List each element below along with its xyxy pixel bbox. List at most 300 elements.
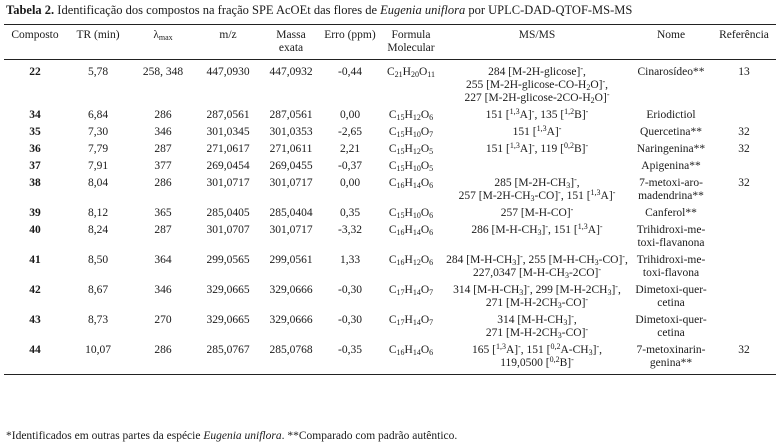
cell-massa-exata: 447,0932 <box>269 66 313 78</box>
cell-erro: -0,37 <box>338 160 362 172</box>
cell-nome <box>630 342 712 375</box>
text-segment: 0,2 <box>563 141 574 150</box>
cell-composto: 43 <box>29 314 41 326</box>
table-row <box>4 175 776 205</box>
cell-msms <box>444 205 630 222</box>
col-lambda-max: $\lambda_{max}$ <box>130 25 196 60</box>
text-segment: C <box>388 344 397 356</box>
text-segment: C <box>388 314 397 326</box>
cell-msms <box>444 312 630 342</box>
text-segment: C <box>388 160 397 172</box>
msms-line <box>446 126 628 139</box>
col-referencia: Referência <box>712 25 776 60</box>
text-segment: C <box>388 109 397 121</box>
cell-lambda-max: 346 <box>154 284 172 296</box>
text-segment: - <box>585 325 589 334</box>
cell-erro: 2,21 <box>339 143 361 155</box>
table-row <box>4 342 776 375</box>
cell-lambda-max: 346 <box>154 126 172 138</box>
col-composto: Composto <box>4 25 66 60</box>
nome-line: toxi-flavanona <box>637 237 705 249</box>
cell-mz: 285,0405 <box>206 207 250 219</box>
caption-text-end: por UPLC-DAD-QTOF-MS-MS <box>465 3 633 17</box>
table-row <box>4 60 776 108</box>
cell-mz: 269,0454 <box>206 160 250 172</box>
col-massa-exata: Massa exata <box>260 25 322 60</box>
msms-line <box>446 344 628 357</box>
text-segment: O] <box>594 92 607 104</box>
text-segment: 3 <box>512 258 517 267</box>
cell-massa-exata: 287,0561 <box>269 109 313 121</box>
text-segment: 1,2 <box>564 107 575 116</box>
text-segment: - <box>585 295 589 304</box>
cell-mz: 271,0617 <box>206 143 250 155</box>
msms-line <box>446 143 628 156</box>
text-segment: O <box>420 109 430 121</box>
msms-line <box>446 267 628 280</box>
text-segment: 16 <box>396 181 405 190</box>
text-segment: - <box>527 282 530 291</box>
text-segment: 3 <box>557 331 562 340</box>
text-segment: B] <box>559 357 572 369</box>
text-segment: , <box>576 177 580 189</box>
cell-lambda-max: 364 <box>154 254 172 266</box>
cell-lambda-max: 286 <box>154 177 172 189</box>
cell-massa-exata: 285,0768 <box>260 342 322 375</box>
cell-referencia <box>712 205 776 222</box>
cell-composto: 38 <box>29 177 41 189</box>
cell-erro: -0,44 <box>338 66 362 78</box>
text-segment: O <box>420 314 430 326</box>
cell-nome <box>630 175 712 205</box>
text-segment: H <box>402 66 411 78</box>
text-segment: O <box>418 66 428 78</box>
text-segment: C <box>388 284 397 296</box>
text-segment: 17 <box>396 288 405 297</box>
cell-massa-exata: 301,0717 <box>269 224 313 236</box>
cell-formula <box>378 175 444 205</box>
cell-erro: -0,35 <box>322 342 378 375</box>
cell-msms <box>444 141 630 158</box>
text-segment: 285 [M-2H-CH <box>494 177 567 189</box>
cell-msms <box>444 107 630 124</box>
text-segment: 3 <box>557 301 562 310</box>
cell-referencia <box>712 252 776 282</box>
text-segment: 12 <box>412 147 421 156</box>
text-segment: H <box>404 284 413 296</box>
col-mz: m/z <box>196 25 260 60</box>
text-segment: - <box>520 252 523 261</box>
nome-line: cetina <box>657 297 685 309</box>
text-segment: O <box>420 177 430 189</box>
col-tr: TR (min) <box>66 25 130 60</box>
text-segment: 3 <box>566 181 571 190</box>
msms-line <box>446 66 628 79</box>
cell-erro: -3,32 <box>338 224 362 236</box>
text-segment: - <box>598 265 602 274</box>
text-segment: - <box>596 342 600 351</box>
msms-line <box>446 190 628 203</box>
cell-massa-exata: 269,0455 <box>269 160 313 172</box>
text-segment: 314 [M-H-CH <box>453 284 520 296</box>
cell-mz: 301,0345 <box>206 126 250 138</box>
text-segment: 3 <box>594 258 599 267</box>
cell-composto: 34 <box>29 109 41 121</box>
text-segment: 20 <box>410 70 419 79</box>
cell-massa-exata: 301,0353 <box>269 126 313 138</box>
text-segment: ] <box>570 177 575 189</box>
caption-text: Identificação dos compostos na fração SPE AcOEt das flores de <box>54 3 381 17</box>
text-segment: - <box>558 124 562 133</box>
cell-referencia: 32 <box>738 177 750 189</box>
text-segment: 6 <box>429 181 434 190</box>
text-segment: B] <box>574 109 586 121</box>
cell-nome <box>630 222 712 252</box>
cell-lambda-max: 287 <box>154 143 172 155</box>
cell-tr: 8,24 <box>87 224 109 236</box>
text-segment: 12 <box>412 258 421 267</box>
cell-mz: 329,0665 <box>206 284 250 296</box>
msms-line <box>446 357 628 370</box>
text-segment: 3 <box>519 288 524 297</box>
text-segment: 2 <box>590 96 595 105</box>
nome-line: Naringenina** <box>636 143 706 155</box>
text-segment: 227,0347 [M-H-CH <box>472 267 565 279</box>
text-segment: 11 <box>427 70 435 79</box>
table-row <box>4 158 776 175</box>
cell-msms <box>444 282 630 312</box>
text-segment: O <box>420 143 430 155</box>
cell-tr: 8,12 <box>87 207 109 219</box>
cell-msms <box>444 222 630 252</box>
text-segment: 14 <box>412 228 421 237</box>
cell-msms <box>444 124 630 141</box>
cell-formula <box>378 158 444 175</box>
text-segment: , 119 [ <box>534 143 564 155</box>
text-segment: , <box>599 344 602 356</box>
cell-tr: 8,67 <box>87 284 109 296</box>
cell-composto: 39 <box>29 207 41 219</box>
cell-erro: -0,30 <box>338 314 362 326</box>
text-segment: H <box>404 160 413 172</box>
text-segment: - <box>531 107 535 116</box>
cell-erro: 1,33 <box>339 254 361 266</box>
table-footnote <box>6 430 457 442</box>
text-segment: 1,3 <box>577 222 588 231</box>
cell-tr: 7,30 <box>87 126 109 138</box>
text-segment: A] <box>546 126 559 138</box>
cell-lambda-max: 287 <box>154 224 172 236</box>
cell-formula <box>378 282 444 312</box>
text-segment: H <box>404 126 413 138</box>
text-segment: 15 <box>396 211 405 220</box>
text-segment: H <box>404 177 413 189</box>
text-segment: 10 <box>412 211 421 220</box>
nome-line: Eriodictiol <box>646 109 696 121</box>
nome-line: Trihidroxi-me- <box>636 254 706 266</box>
text-segment: 6 <box>429 113 434 122</box>
cell-tr: 7,79 <box>87 143 109 155</box>
text-segment: - <box>545 222 549 231</box>
text-segment: 16 <box>396 258 405 267</box>
text-segment: , 151 [ <box>560 190 591 202</box>
cell-referencia: 32 <box>738 143 750 155</box>
text-segment: H <box>404 143 413 155</box>
text-segment: - <box>606 90 610 99</box>
text-segment: - <box>580 64 584 73</box>
cell-referencia <box>712 158 776 175</box>
cell-referencia: 32 <box>712 342 776 375</box>
cell-massa-exata: 301,0717 <box>269 177 313 189</box>
text-segment: - <box>585 141 589 150</box>
msms-line <box>446 224 628 237</box>
text-segment: O <box>420 160 430 172</box>
text-segment: - <box>599 222 603 231</box>
text-segment: 151 [ <box>485 109 510 121</box>
text-segment: 7 <box>429 130 434 139</box>
text-segment: H <box>404 254 413 266</box>
text-segment: 3 <box>563 318 568 327</box>
cell-lambda-max: 258, 348 <box>142 66 184 78</box>
text-segment: , <box>583 66 586 78</box>
cell-nome <box>630 252 712 282</box>
cell-mz: 301,0707 <box>206 224 250 236</box>
cell-composto: 35 <box>29 126 41 138</box>
text-segment: , 151 [ <box>520 344 551 356</box>
nome-line: Quercetina** <box>640 126 702 138</box>
text-segment: 15 <box>396 113 405 122</box>
text-segment: 15 <box>396 164 405 173</box>
text-segment: A-CH <box>560 344 589 356</box>
cell-nome <box>630 312 712 342</box>
text-segment: 10 <box>412 164 421 173</box>
text-segment: - <box>612 188 616 197</box>
cell-nome <box>630 124 712 141</box>
text-segment: 14 <box>412 348 421 357</box>
cell-composto: 22 <box>29 66 41 78</box>
nome-line: Trihidroxi-me- <box>636 224 706 236</box>
msms-line <box>446 109 628 122</box>
text-segment: - <box>615 282 618 291</box>
text-segment: 0,2 <box>550 342 561 351</box>
cell-mz: 287,0561 <box>206 109 250 121</box>
cell-referencia: 32 <box>738 126 750 138</box>
text-segment: 16 <box>396 348 405 357</box>
caption-label: Tabela 2. <box>6 3 55 17</box>
nome-line: Dimetoxi-quer- <box>635 314 707 326</box>
text-segment: 1,3 <box>590 188 601 197</box>
cell-referencia: 13 <box>738 66 750 78</box>
cell-erro: -0,30 <box>338 284 362 296</box>
text-segment: 6 <box>429 228 434 237</box>
text-segment: H <box>404 224 413 236</box>
text-segment: 6 <box>429 211 434 220</box>
cell-lambda-max: 270 <box>154 314 172 326</box>
text-segment: , 151 [ <box>548 224 578 236</box>
text-segment: 119,0500 [ <box>500 357 550 369</box>
cell-nome <box>630 282 712 312</box>
text-segment: 12 <box>412 113 421 122</box>
text-segment: 3 <box>588 348 593 357</box>
cell-tr: 8,73 <box>87 314 109 326</box>
text-segment: -CO] <box>598 254 623 266</box>
cell-msms <box>444 342 630 375</box>
cell-mz: 329,0665 <box>206 314 250 326</box>
cell-nome <box>630 141 712 158</box>
text-segment: 2 <box>586 83 591 92</box>
cell-erro: -2,65 <box>338 126 362 138</box>
text-segment: 255 [M-2H-glicose-CO-H <box>465 79 587 91</box>
msms-line <box>446 207 628 220</box>
text-segment: A] <box>505 344 519 356</box>
cell-tr: 8,50 <box>87 254 109 266</box>
text-segment: 1,3 <box>495 342 506 351</box>
text-segment: 1,3 <box>509 141 520 150</box>
cell-massa-exata: 329,0666 <box>269 314 313 326</box>
cell-referencia <box>712 222 776 252</box>
text-segment: 257 [M-H-CO] <box>500 207 571 219</box>
text-segment: ] <box>516 254 521 266</box>
cell-massa-exata: 285,0404 <box>269 207 313 219</box>
text-segment: 1,3 <box>536 124 547 133</box>
text-segment: 286 [M-H-CH <box>471 224 538 236</box>
text-segment: 284 [M-2H-glicose] <box>488 66 581 78</box>
text-segment: - <box>518 342 521 351</box>
cell-nome <box>630 205 712 222</box>
cell-massa-exata: 329,0666 <box>269 284 313 296</box>
footnote-species: Eugenia uniflora <box>203 430 282 442</box>
text-segment: - <box>585 107 589 116</box>
text-segment: 14 <box>412 181 421 190</box>
nome-line: Cinarosídeo** <box>637 66 705 78</box>
cell-massa-exata: 271,0611 <box>269 143 313 155</box>
cell-msms <box>444 158 630 175</box>
text-segment: - <box>571 355 574 364</box>
cell-formula <box>378 107 444 124</box>
text-segment: O <box>420 126 430 138</box>
text-segment: H <box>404 314 413 326</box>
cell-tr: 6,84 <box>87 109 109 121</box>
cell-formula <box>378 205 444 222</box>
text-segment: -CO] <box>561 327 586 339</box>
text-segment: 21 <box>394 70 403 79</box>
text-segment: 15 <box>396 147 405 156</box>
cell-tr: 8,04 <box>87 177 109 189</box>
text-segment: 151 [ <box>512 126 537 138</box>
cell-formula <box>378 312 444 342</box>
text-segment: O <box>420 207 430 219</box>
text-segment: H <box>404 109 413 121</box>
cell-msms <box>444 175 630 205</box>
cell-nome <box>630 60 712 108</box>
header-row <box>4 25 776 60</box>
text-segment: A] <box>519 143 532 155</box>
text-segment: 227 [M-2H-glicose-2CO-H <box>464 92 591 104</box>
table-row <box>4 312 776 342</box>
table-row <box>4 141 776 158</box>
nome-line: madendrina** <box>638 190 704 202</box>
text-segment: C <box>388 224 397 236</box>
text-segment: O] <box>590 79 603 91</box>
text-segment: -2CO] <box>568 267 599 279</box>
text-segment: - <box>622 252 625 261</box>
compounds-table <box>4 24 776 375</box>
text-segment: 6 <box>429 258 434 267</box>
cell-composto: 42 <box>29 284 41 296</box>
nome-line: Dimetoxi-quer- <box>635 284 707 296</box>
msms-line <box>446 297 628 310</box>
msms-line <box>446 327 628 340</box>
text-segment: 271 [M-H-2CH <box>485 327 558 339</box>
cell-composto: 37 <box>29 160 41 172</box>
text-segment: , <box>617 284 621 296</box>
cell-formula <box>378 60 444 108</box>
text-segment: 14 <box>412 288 421 297</box>
nome-line: Apigenina** <box>641 160 701 172</box>
text-segment: ] <box>541 224 546 236</box>
cell-msms <box>444 60 630 108</box>
text-segment: , 135 [ <box>534 109 565 121</box>
table-caption <box>6 3 632 18</box>
text-segment: , <box>605 79 609 91</box>
text-segment: - <box>574 175 577 184</box>
cell-composto: 40 <box>29 224 41 236</box>
text-segment: 3 <box>537 228 542 237</box>
cell-formula <box>378 141 444 158</box>
cell-formula <box>378 124 444 141</box>
text-segment: 314 [M-H-CH <box>497 314 564 326</box>
nome-line: cetina <box>657 327 685 339</box>
msms-line <box>446 92 628 105</box>
cell-mz: 447,0930 <box>206 66 250 78</box>
text-segment: O <box>420 344 430 356</box>
text-segment: , 299 [M-H-2CH <box>529 284 608 296</box>
text-segment: C <box>388 207 397 219</box>
cell-lambda-max: 365 <box>154 207 172 219</box>
text-segment: O <box>420 224 430 236</box>
text-segment: B] <box>573 143 586 155</box>
text-segment: 257 [M-2H-CH <box>458 190 531 202</box>
msms-line <box>446 284 628 297</box>
cell-erro: 0,35 <box>339 207 361 219</box>
text-segment: C <box>388 126 397 138</box>
msms-line <box>446 314 628 327</box>
text-segment: - <box>602 77 606 86</box>
text-segment: 271 [M-H-2CH <box>485 297 558 309</box>
footnote-text-end: . **Comparado com padrão autêntico. <box>281 430 458 442</box>
nome-line: toxi-flavona <box>642 267 700 279</box>
text-segment: , <box>624 254 628 266</box>
text-segment: 151 [ <box>485 143 510 155</box>
cell-nome <box>630 107 712 124</box>
text-segment: A] <box>600 190 613 202</box>
table-row <box>4 282 776 312</box>
text-segment: H <box>404 207 413 219</box>
cell-tr: 10,07 <box>66 342 130 375</box>
text-segment: ] <box>592 344 597 356</box>
cell-composto: 44 <box>4 342 66 375</box>
text-segment: 10 <box>412 130 421 139</box>
cell-formula <box>378 342 444 375</box>
text-segment: H <box>404 344 413 356</box>
table-row <box>4 107 776 124</box>
text-segment: A] <box>587 224 600 236</box>
text-segment: 14 <box>412 318 421 327</box>
table-row <box>4 124 776 141</box>
text-segment: 6 <box>429 348 434 357</box>
cell-formula <box>378 222 444 252</box>
table-row <box>4 252 776 282</box>
